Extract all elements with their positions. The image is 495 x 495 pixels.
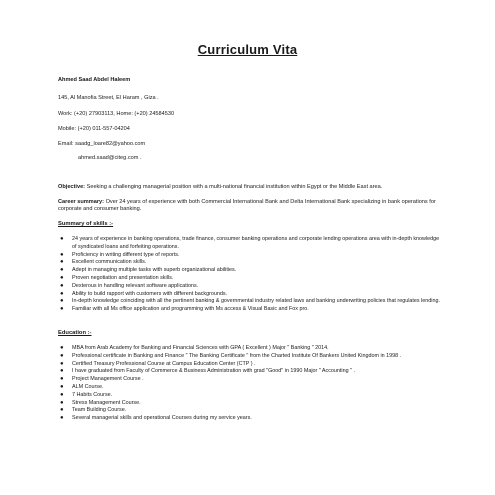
list-item	[58, 400, 442, 408]
bullet-icon: ●	[60, 267, 64, 274]
contact-work-phone: Work: (+20) 27903113, Home: (+20) 24584530	[58, 111, 175, 117]
education-text: 7 Habits Course.	[72, 391, 113, 398]
objective-paragraph	[58, 184, 442, 191]
bullet-icon: ●	[60, 290, 64, 297]
career-summary-label: Career summary:	[58, 199, 105, 205]
objective-label: Objective:	[58, 184, 86, 190]
list-item	[58, 353, 442, 361]
bullet-icon: ●	[60, 298, 64, 305]
list-item	[58, 376, 442, 384]
bullet-icon: ●	[60, 368, 64, 375]
bullet-icon: ●	[60, 360, 64, 367]
contact-email: Email: saadg_loare82@yahoo.com	[58, 141, 146, 147]
list-item	[58, 298, 442, 306]
skill-text: 24 years of experience in banking operations, trade finance, consumer banking operations and corporate lending operations area with in-depth knowledge of syndicated loans and forfeiting operations.	[72, 236, 440, 250]
skill-text: Proven negotiation and presentation skills.	[72, 274, 174, 281]
skill-text: Dexterous in handling relevant software applications.	[72, 282, 199, 289]
bullet-icon: ●	[60, 274, 64, 281]
contact-email-secondary: ahmed.saad@citeg.com .	[78, 155, 142, 161]
list-item	[58, 368, 442, 376]
list-item	[58, 392, 442, 400]
skill-text: In-depth knowledge coinciding with all the pertinent banking & governmental industry related laws and banking underwriting policies that regulates lending.	[72, 298, 440, 305]
education-text: Project Management Course .	[72, 376, 144, 383]
education-text: Certified Treasury Professional Course at Campus Education Center (CTP ) .	[72, 360, 256, 367]
bullet-icon: ●	[60, 282, 64, 289]
skill-text: Proficiency in writing different type of reports.	[72, 251, 180, 258]
bullet-icon: ●	[60, 306, 64, 313]
list-item	[58, 252, 442, 260]
list-item	[58, 306, 442, 314]
bullet-icon: ●	[60, 259, 64, 266]
education-text: Professional certificate in Banking and Finance " The Banking Certificate " from the Charted Institute Of Bankers United Kingdom in 1998 .	[72, 352, 402, 359]
skill-text: Ability to build rapport with customers with different backgrounds.	[72, 290, 228, 297]
contact-mobile: Mobile: (+20) 011-557-04204	[58, 126, 130, 132]
contact-address: 145, Al Manofia Street, El Haram , Giza .	[58, 95, 159, 101]
education-text: Stress Management Course.	[72, 399, 141, 406]
skill-text: Excellent communication skills.	[72, 259, 147, 266]
education-text: Team Building Course.	[72, 407, 127, 414]
bullet-icon: ●	[60, 376, 64, 383]
education-list	[58, 345, 442, 423]
list-item	[58, 236, 442, 252]
skills-list	[58, 236, 442, 314]
bullet-icon: ●	[60, 391, 64, 398]
skill-text: Familiar with all Ms office application and programming with Ms access & Visual Basic and Fox pro.	[72, 306, 309, 313]
skill-text: Adept in managing multiple tasks with superb organizational abilities.	[72, 267, 237, 274]
bullet-icon: ●	[60, 345, 64, 351]
list-item	[58, 291, 442, 299]
list-item	[58, 361, 442, 369]
skills-heading: Summary of skills :-	[58, 221, 114, 227]
list-item	[58, 407, 442, 415]
bullet-icon: ●	[60, 383, 64, 390]
objective-text: Seeking a challenging managerial position with a multi-national financial institution within Egypt or the Middle East area.	[85, 184, 383, 190]
list-item	[58, 283, 442, 291]
list-item	[58, 384, 442, 392]
list-item	[58, 259, 442, 267]
education-heading: Education :-	[58, 330, 92, 336]
career-summary-text: Over 24 years of experience with both Commercial International Bank and Delta International Bank specializing in bank operations for corporate and consumer banking.	[58, 199, 436, 212]
bullet-icon: ●	[60, 236, 64, 242]
education-text: MBA from Arab Academy for Banking and Financial Sciences with GPA ( Excellent ) Major " Banking " 2014.	[72, 345, 329, 351]
career-summary-paragraph	[58, 199, 442, 213]
contact-name: Ahmed Saad Abdel Haleem	[58, 77, 131, 83]
list-item	[58, 275, 442, 283]
education-text: ALM Course.	[72, 383, 104, 390]
bullet-icon: ●	[60, 399, 64, 406]
education-text: I have graduated from Faculty of Commerce & Business Administration with grad "Good" in 1990 Major " Accounting " .	[72, 368, 356, 375]
bullet-icon: ●	[60, 415, 64, 422]
list-item	[58, 267, 442, 275]
bullet-icon: ●	[60, 352, 64, 359]
bullet-icon: ●	[60, 407, 64, 414]
list-item	[58, 345, 442, 353]
document-title: Curriculum Vita	[197, 42, 298, 57]
education-text: Several managerial skills and operational Courses during my service years.	[72, 415, 252, 422]
list-item	[58, 415, 442, 423]
bullet-icon: ●	[60, 251, 64, 258]
